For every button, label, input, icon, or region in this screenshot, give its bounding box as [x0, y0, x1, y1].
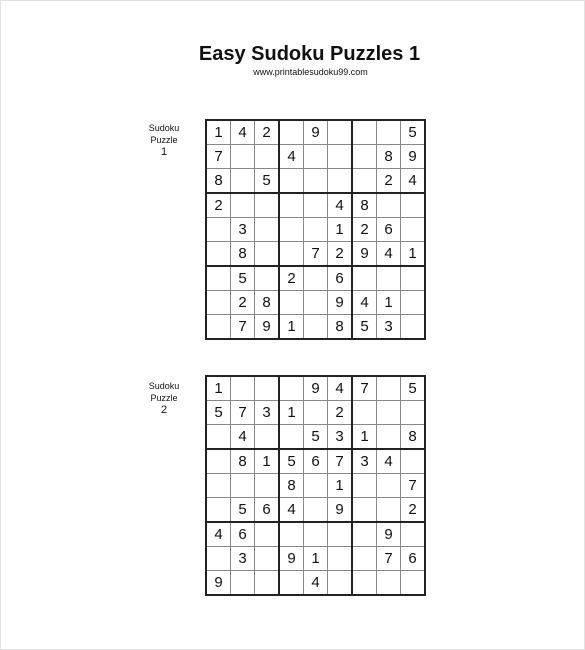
sudoku-cell[interactable]	[401, 193, 426, 218]
sudoku-cell[interactable]	[352, 120, 377, 145]
puzzle-1-label	[144, 122, 184, 159]
sudoku-cell[interactable]: 2	[255, 120, 280, 145]
sudoku-cell[interactable]: 9	[206, 571, 231, 596]
sudoku-cell[interactable]	[352, 145, 377, 169]
puzzle-2-label-line2: Puzzle	[150, 393, 178, 403]
sudoku-cell[interactable]: 3	[231, 218, 255, 242]
sudoku-cell[interactable]: 8	[328, 315, 353, 340]
sudoku-cell[interactable]: 7	[231, 315, 255, 340]
sudoku-cell[interactable]	[377, 120, 401, 145]
sudoku-cell[interactable]: 9	[352, 242, 377, 267]
sudoku-cell[interactable]: 4	[328, 376, 353, 401]
sudoku-cell[interactable]: 9	[377, 522, 401, 547]
sudoku-cell[interactable]	[206, 498, 231, 523]
sudoku-cell[interactable]: 2	[328, 242, 353, 267]
sudoku-cell[interactable]	[304, 401, 328, 425]
sudoku-cell[interactable]: 2	[279, 266, 304, 291]
sudoku-cell[interactable]: 9	[304, 376, 328, 401]
puzzle-1-number: 1	[160, 146, 168, 158]
grid-row	[206, 376, 425, 401]
page-title: Easy Sudoku Puzzles 1	[198, 43, 421, 65]
puzzle-2-label	[144, 380, 184, 417]
sudoku-cell[interactable]: 8	[231, 242, 255, 267]
sudoku-cell[interactable]	[304, 145, 328, 169]
sudoku-cell[interactable]: 4	[279, 498, 304, 523]
sudoku-cell[interactable]: 1	[328, 474, 353, 498]
sudoku-cell[interactable]: 8	[206, 169, 231, 194]
sudoku-cell[interactable]	[279, 242, 304, 267]
sudoku-cell[interactable]	[304, 266, 328, 291]
sudoku-cell[interactable]: 3	[231, 547, 255, 571]
sudoku-cell[interactable]	[328, 547, 353, 571]
grid-row	[206, 474, 425, 498]
grid-row	[206, 401, 425, 425]
grid-row	[206, 266, 425, 291]
sudoku-cell[interactable]: 7	[304, 242, 328, 267]
sudoku-cell[interactable]	[401, 291, 426, 315]
sudoku-cell[interactable]: 5	[206, 401, 231, 425]
sudoku-cell[interactable]	[255, 218, 280, 242]
sudoku-cell[interactable]	[401, 522, 426, 547]
sudoku-grid-1	[205, 119, 426, 340]
sudoku-cell[interactable]: 5	[352, 315, 377, 340]
sudoku-cell[interactable]: 6	[255, 498, 280, 523]
sudoku-cell[interactable]: 3	[328, 425, 353, 450]
sudoku-cell[interactable]: 7	[206, 145, 231, 169]
sudoku-cell[interactable]: 1	[377, 291, 401, 315]
sudoku-cell[interactable]: 6	[328, 266, 353, 291]
sudoku-cell[interactable]	[255, 193, 280, 218]
sudoku-cell[interactable]: 7	[328, 449, 353, 474]
sudoku-cell[interactable]	[255, 425, 280, 450]
sudoku-cell[interactable]: 9	[279, 547, 304, 571]
sudoku-cell[interactable]	[352, 401, 377, 425]
sudoku-cell[interactable]	[352, 474, 377, 498]
sudoku-cell[interactable]	[206, 266, 231, 291]
sudoku-cell[interactable]	[401, 571, 426, 596]
sudoku-cell[interactable]	[401, 266, 426, 291]
sudoku-cell[interactable]	[304, 474, 328, 498]
sudoku-cell[interactable]: 4	[377, 242, 401, 267]
sudoku-cell[interactable]: 2	[206, 193, 231, 218]
sudoku-cell[interactable]	[231, 376, 255, 401]
sudoku-cell[interactable]: 8	[352, 193, 377, 218]
puzzle-1-label-line1: Sudoku	[148, 123, 180, 133]
grid-row	[206, 120, 425, 145]
sudoku-cell[interactable]: 7	[231, 401, 255, 425]
sudoku-cell[interactable]	[231, 169, 255, 194]
sudoku-cell[interactable]: 2	[401, 498, 426, 523]
sudoku-cell[interactable]: 1	[206, 376, 231, 401]
sudoku-cell[interactable]: 5	[279, 449, 304, 474]
sudoku-cell[interactable]: 1	[206, 120, 231, 145]
sudoku-cell[interactable]: 4	[279, 145, 304, 169]
puzzle-2-label-line1: Sudoku	[148, 381, 180, 391]
sudoku-cell[interactable]	[352, 498, 377, 523]
sudoku-cell[interactable]	[328, 522, 353, 547]
sudoku-cell[interactable]: 7	[352, 376, 377, 401]
sudoku-cell[interactable]: 4	[206, 522, 231, 547]
sudoku-cell[interactable]	[231, 193, 255, 218]
sudoku-cell[interactable]: 1	[401, 242, 426, 267]
sudoku-cell[interactable]	[206, 547, 231, 571]
sudoku-cell[interactable]	[279, 571, 304, 596]
grid-row	[206, 571, 425, 596]
sudoku-cell[interactable]: 5	[401, 120, 426, 145]
sudoku-cell[interactable]: 1	[304, 547, 328, 571]
grid-row	[206, 425, 425, 450]
sudoku-cell[interactable]	[279, 193, 304, 218]
sudoku-cell[interactable]	[255, 266, 280, 291]
sudoku-cell[interactable]: 5	[401, 376, 426, 401]
sudoku-cell[interactable]: 6	[401, 547, 426, 571]
sudoku-cell[interactable]	[377, 376, 401, 401]
sudoku-cell[interactable]: 7	[377, 547, 401, 571]
sudoku-cell[interactable]: 4	[401, 169, 426, 194]
page-subtitle: www.printablesudoku99.com	[253, 67, 368, 77]
sudoku-cell[interactable]: 4	[231, 425, 255, 450]
sudoku-cell[interactable]	[231, 474, 255, 498]
sudoku-cell[interactable]	[279, 169, 304, 194]
sudoku-cell[interactable]: 2	[352, 218, 377, 242]
sudoku-cell[interactable]	[401, 449, 426, 474]
sudoku-cell[interactable]: 1	[279, 315, 304, 340]
sudoku-grid-2	[205, 375, 426, 596]
sudoku-cell[interactable]	[304, 218, 328, 242]
sudoku-cell[interactable]	[304, 315, 328, 340]
sudoku-cell[interactable]	[377, 498, 401, 523]
puzzle-2-number: 2	[160, 404, 168, 416]
sudoku-cell[interactable]: 1	[255, 449, 280, 474]
sudoku-cell[interactable]	[377, 266, 401, 291]
sudoku-cell[interactable]	[255, 376, 280, 401]
sudoku-cell[interactable]	[279, 425, 304, 450]
sudoku-cell[interactable]	[328, 571, 353, 596]
sudoku-cell[interactable]: 9	[328, 498, 353, 523]
sudoku-cell[interactable]: 4	[328, 193, 353, 218]
sudoku-cell[interactable]	[377, 425, 401, 450]
sudoku-cell[interactable]: 9	[328, 291, 353, 315]
sudoku-cell[interactable]: 4	[231, 120, 255, 145]
sudoku-cell[interactable]	[279, 120, 304, 145]
sudoku-cell[interactable]	[255, 474, 280, 498]
sudoku-cell[interactable]: 2	[377, 169, 401, 194]
grid-row	[206, 145, 425, 169]
sudoku-cell[interactable]	[352, 266, 377, 291]
sudoku-cell[interactable]: 5	[231, 266, 255, 291]
sudoku-cell[interactable]	[206, 474, 231, 498]
sudoku-cell[interactable]: 1	[328, 218, 353, 242]
grid-row	[206, 291, 425, 315]
sudoku-cell[interactable]	[279, 291, 304, 315]
sudoku-cell[interactable]	[279, 522, 304, 547]
sudoku-cell[interactable]	[304, 522, 328, 547]
sudoku-cell[interactable]	[352, 169, 377, 194]
sudoku-cell[interactable]	[377, 401, 401, 425]
sudoku-cell[interactable]: 4	[304, 571, 328, 596]
sudoku-cell[interactable]	[328, 145, 353, 169]
sudoku-cell[interactable]	[279, 376, 304, 401]
sudoku-cell[interactable]	[206, 242, 231, 267]
grid-row	[206, 449, 425, 474]
sudoku-cell[interactable]: 7	[401, 474, 426, 498]
sudoku-cell[interactable]: 9	[304, 120, 328, 145]
grid-row	[206, 218, 425, 242]
sudoku-cell[interactable]: 5	[255, 169, 280, 194]
grid-row	[206, 522, 425, 547]
sudoku-cell[interactable]	[401, 218, 426, 242]
sudoku-cell[interactable]: 4	[377, 449, 401, 474]
sudoku-cell[interactable]: 3	[377, 315, 401, 340]
grid-row	[206, 498, 425, 523]
sudoku-cell[interactable]: 5	[304, 425, 328, 450]
grid-row	[206, 193, 425, 218]
grid-row	[206, 315, 425, 340]
grid-row	[206, 547, 425, 571]
sudoku-cell[interactable]	[377, 193, 401, 218]
sudoku-cell[interactable]	[304, 169, 328, 194]
sudoku-cell[interactable]	[401, 315, 426, 340]
sudoku-cell[interactable]	[231, 571, 255, 596]
sudoku-cell[interactable]: 6	[377, 218, 401, 242]
sudoku-cell[interactable]: 2	[231, 291, 255, 315]
sudoku-cell[interactable]: 9	[255, 315, 280, 340]
sudoku-cell[interactable]: 8	[401, 425, 426, 450]
sudoku-cell[interactable]: 9	[401, 145, 426, 169]
sudoku-cell[interactable]	[377, 474, 401, 498]
sudoku-cell[interactable]	[377, 571, 401, 596]
sudoku-cell[interactable]	[206, 449, 231, 474]
sudoku-cell[interactable]	[255, 145, 280, 169]
sudoku-cell[interactable]: 1	[279, 401, 304, 425]
sudoku-cell[interactable]: 8	[377, 145, 401, 169]
sudoku-cell[interactable]	[328, 120, 353, 145]
sudoku-cell[interactable]	[206, 425, 231, 450]
sudoku-cell[interactable]	[255, 571, 280, 596]
grid-row	[206, 242, 425, 267]
sudoku-cell[interactable]: 3	[352, 449, 377, 474]
sudoku-cell[interactable]	[255, 547, 280, 571]
sudoku-cell[interactable]	[279, 218, 304, 242]
sudoku-cell[interactable]	[352, 547, 377, 571]
grid-row	[206, 169, 425, 194]
sudoku-cell[interactable]	[401, 401, 426, 425]
sudoku-cell[interactable]	[352, 522, 377, 547]
sudoku-cell[interactable]	[206, 291, 231, 315]
sudoku-cell[interactable]: 6	[231, 522, 255, 547]
sudoku-cell[interactable]	[304, 193, 328, 218]
sudoku-cell[interactable]: 2	[328, 401, 353, 425]
sudoku-cell[interactable]: 8	[255, 291, 280, 315]
sudoku-cell[interactable]	[304, 498, 328, 523]
sudoku-cell[interactable]: 3	[255, 401, 280, 425]
sudoku-cell[interactable]	[304, 291, 328, 315]
sudoku-cell[interactable]	[255, 242, 280, 267]
sudoku-cell[interactable]: 8	[279, 474, 304, 498]
sudoku-cell[interactable]	[206, 218, 231, 242]
sudoku-cell[interactable]: 8	[231, 449, 255, 474]
sudoku-cell[interactable]: 4	[352, 291, 377, 315]
sudoku-cell[interactable]	[328, 169, 353, 194]
sudoku-cell[interactable]: 1	[352, 425, 377, 450]
sudoku-cell[interactable]	[255, 522, 280, 547]
sudoku-cell[interactable]: 5	[231, 498, 255, 523]
sudoku-cell[interactable]	[231, 145, 255, 169]
sudoku-cell[interactable]	[352, 571, 377, 596]
sudoku-cell[interactable]: 6	[304, 449, 328, 474]
puzzle-1-label-line2: Puzzle	[150, 135, 178, 145]
sudoku-cell[interactable]	[206, 315, 231, 340]
